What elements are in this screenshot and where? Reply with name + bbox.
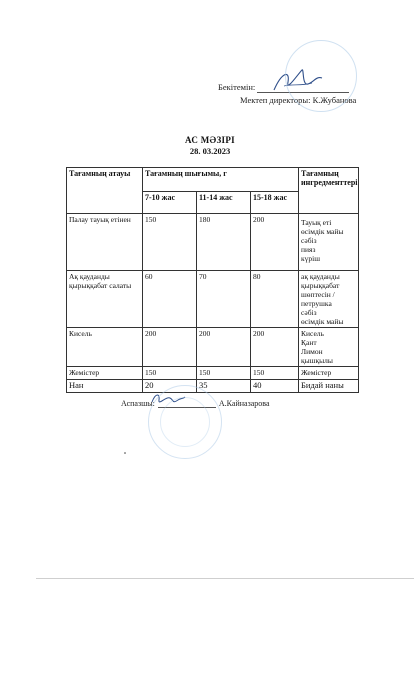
yield-value: 150 xyxy=(143,214,197,271)
header-age-group: 15-18 жас xyxy=(251,192,299,214)
header-ingredients: Тағамның ингредменттері xyxy=(299,168,359,214)
yield-value: 200 xyxy=(251,214,299,271)
yield-value: 20 xyxy=(143,380,197,393)
ingredient-item: ақ қауданды xyxy=(301,272,340,281)
table-row xyxy=(67,214,359,271)
yield-value: 35 xyxy=(197,380,251,393)
school-seal-inner-ring xyxy=(160,397,210,447)
ingredient-item: пияз xyxy=(301,245,316,254)
menu-date: 28. 03.2023 xyxy=(189,146,231,156)
table-row xyxy=(67,380,359,393)
ingredient-item: Қант xyxy=(301,338,317,347)
ingredient-item: Жемістер xyxy=(301,368,332,377)
yield-value: 150 xyxy=(143,367,197,380)
header-age-group: 11-14 жас xyxy=(197,192,251,214)
yield-value: 150 xyxy=(251,367,299,380)
ingredient-item: өсімдік майы xyxy=(301,317,344,326)
ingredient-item: қырыққабат xyxy=(301,281,340,290)
ingredient-item: Тауық еті xyxy=(301,218,332,227)
header-yield: Тағамның шығымы, г xyxy=(143,168,299,192)
ingredient-item: өсімдік майы xyxy=(301,227,344,236)
dish-name: Нан xyxy=(67,380,143,393)
dish-name: Палау тауық етінен xyxy=(67,214,143,271)
yield-value: 200 xyxy=(197,328,251,367)
director-name: К.Жубанова xyxy=(312,95,357,105)
ingredients-cell xyxy=(299,380,359,393)
yield-value: 200 xyxy=(143,328,197,367)
ingredient-item: шөптесін /петрушка xyxy=(301,290,335,308)
ingredient-item: сәбіз xyxy=(301,308,317,317)
cook-label: Аспазшы: xyxy=(121,399,155,408)
approval-label: Бекітемін: xyxy=(218,82,256,92)
cook-name: А.Кайназарова xyxy=(218,399,270,408)
ingredients-cell xyxy=(299,328,359,367)
yield-value: 70 xyxy=(197,271,251,328)
menu-title: АС МӘЗІРІ xyxy=(185,135,235,145)
ingredients-cell xyxy=(299,271,359,328)
ingredients-cell xyxy=(299,214,359,271)
director-seal xyxy=(285,40,357,112)
scan-speck xyxy=(124,452,126,454)
table-header-row xyxy=(67,168,359,192)
ingredients-cell xyxy=(299,367,359,380)
dish-name: Жемістер xyxy=(67,367,143,380)
ingredient-item: Кисель xyxy=(301,329,324,338)
menu-table xyxy=(66,167,359,393)
yield-value: 200 xyxy=(251,328,299,367)
yield-value: 40 xyxy=(251,380,299,393)
yield-value: 60 xyxy=(143,271,197,328)
header-dish-name: Тағамның атауы xyxy=(67,168,143,214)
dish-name: Ақ қауданды қырыққабат салаты xyxy=(67,271,143,328)
ingredient-item: сәбіз xyxy=(301,236,317,245)
yield-value: 150 xyxy=(197,367,251,380)
header-age-group: 7-10 жас xyxy=(143,192,197,214)
page-bottom-edge xyxy=(36,578,414,579)
yield-value: 180 xyxy=(197,214,251,271)
dish-name: Кисель xyxy=(67,328,143,367)
ingredient-item: Бидай наны xyxy=(301,380,344,390)
ingredient-item: күріш xyxy=(301,254,321,263)
ingredient-item: Лимон қышқылы xyxy=(301,347,333,365)
yield-value: 80 xyxy=(251,271,299,328)
table-row xyxy=(67,367,359,380)
table-row xyxy=(67,328,359,367)
table-row xyxy=(67,271,359,328)
director-position: Мектеп директоры: xyxy=(240,95,311,105)
